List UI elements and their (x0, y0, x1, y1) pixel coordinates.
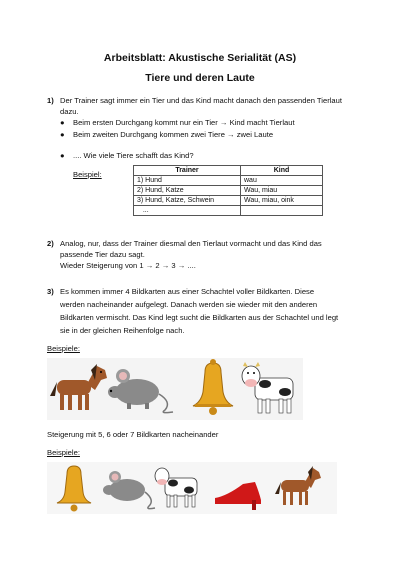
examples-label-2: Beispiele: (47, 448, 80, 457)
image-cards-row-1 (47, 358, 303, 420)
section-number: 1) (47, 96, 54, 105)
bullet-icon: ● (60, 118, 65, 127)
section-line: werden nacheinander aufgelegt. Danach werden sie wieder mit den anderen (60, 300, 318, 309)
table-cell: 2) Hund, Katze (134, 186, 241, 196)
table-cell: wau (241, 176, 323, 186)
page-title: Arbeitsblatt: Akustische Serialität (AS) (103, 52, 297, 64)
bullet-icon: ● (60, 151, 65, 160)
section-number: 3) (47, 287, 54, 296)
example-table (133, 165, 323, 216)
section-number: 2) (47, 239, 54, 248)
table-cell: 3) Hund, Katze, Schwein (134, 196, 241, 206)
section-line: Es kommen immer 4 Bildkarten aus einer Schachtel voller Bildkarten. Diese (60, 287, 315, 296)
table-cell: Wau, miau, oink (241, 196, 323, 206)
section-line: sie in der gleichen Reihenfolge nach. (60, 326, 185, 335)
bullet-text: .... Wie viele Tiere schafft das Kind? (73, 151, 194, 160)
table-cell: Wau, miau (241, 186, 323, 196)
bullet-icon: ● (60, 130, 65, 139)
table-header: Trainer (134, 166, 241, 176)
table-cell (241, 206, 323, 216)
page-subtitle: Tiere und deren Laute (145, 72, 255, 84)
table-header: Kind (241, 166, 323, 176)
table-cell: ... (134, 206, 241, 216)
bullet-text: Beim zweiten Durchgang kommen zwei Tiere → zwei Laute (73, 130, 274, 139)
table-row (134, 186, 323, 196)
examples-label: Beispiele: (47, 344, 80, 353)
image-cards-row-2 (47, 462, 337, 514)
section-text: Der Trainer sagt immer ein Tier und das Kind macht danach den passenden Tierlaut dazu. (60, 96, 342, 116)
example-label: Beispiel: (73, 170, 102, 179)
bullet-text: Beim ersten Durchgang kommt nur ein Tier → Kind macht Tierlaut (73, 118, 295, 127)
table-cell: 1) Hund (134, 176, 241, 186)
section-line: Wieder Steigerung von 1 → 2 → 3 → .... (60, 261, 196, 270)
table-row (134, 196, 323, 206)
section-line: passende Tier dazu sagt. (60, 250, 145, 259)
section-line: Bildkarten vermischt. Das Kind legt sucht die Bildkarten aus der Schachtel und legt (60, 313, 339, 322)
steigerung-text: Steigerung mit 5, 6 oder 7 Bildkarten nacheinander (47, 430, 219, 439)
table-row (134, 206, 323, 216)
section-line: Analog, nur, dass der Trainer diesmal den Tierlaut vormacht und das Kind das (60, 239, 322, 248)
table-row (134, 176, 323, 186)
